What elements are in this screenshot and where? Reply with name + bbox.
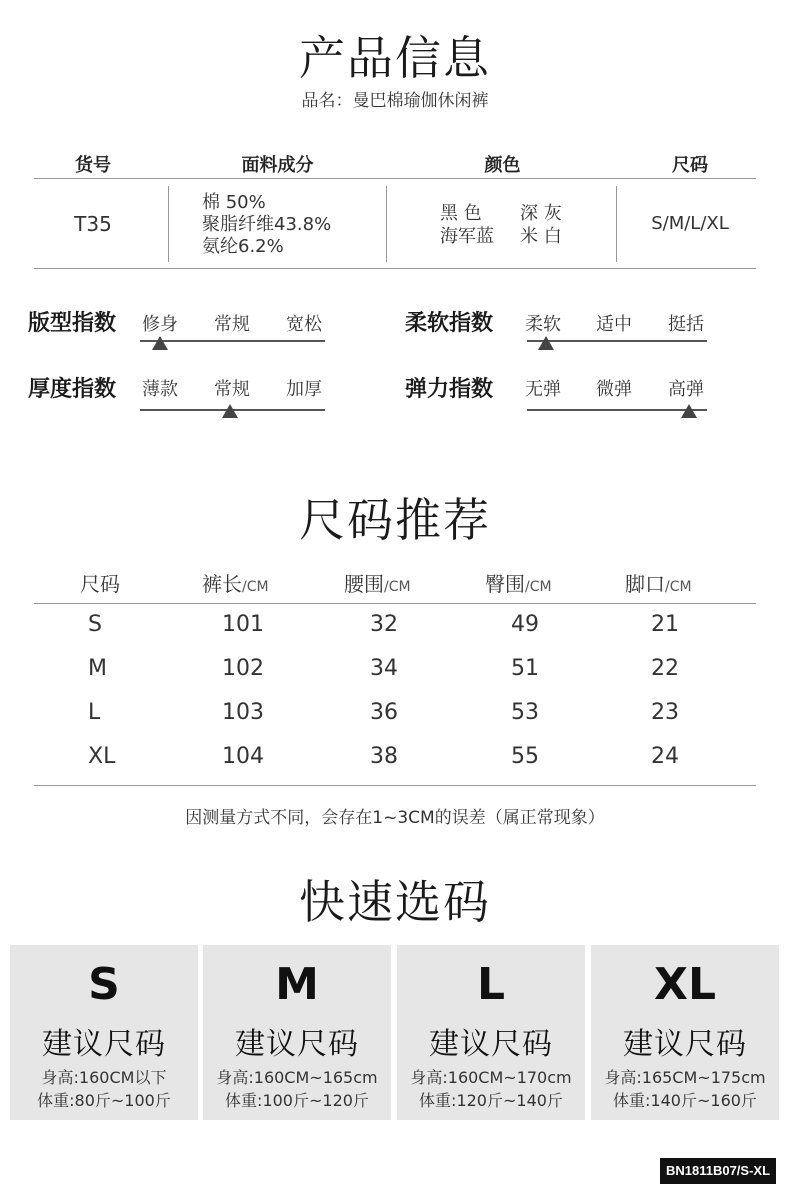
index-option: 适中 xyxy=(596,314,632,335)
card-label: 建议尺码 xyxy=(429,1027,553,1062)
size-recommend-title: 尺码推荐 xyxy=(299,493,491,547)
measurement-note: 因测量方式不同，会存在1~3CM的误差（属正常现象） xyxy=(185,808,605,828)
card-weight: 体重:80斤~100斤 xyxy=(37,1091,171,1110)
card-size: S xyxy=(88,959,120,1010)
table-cell: 23 xyxy=(651,700,679,725)
table-cell: 22 xyxy=(651,656,679,681)
color-value: 深 灰 xyxy=(520,203,562,224)
info-bottom-rule xyxy=(34,268,756,269)
index-marker xyxy=(222,404,238,418)
index-option: 挺括 xyxy=(668,314,704,335)
table-cell: 34 xyxy=(370,656,398,681)
card-size: XL xyxy=(654,959,716,1010)
index-option: 微弹 xyxy=(596,379,632,400)
index-option: 宽松 xyxy=(286,314,322,335)
table-cell: 102 xyxy=(222,656,264,681)
info-top-rule xyxy=(34,178,756,179)
card-height: 身高:165CM~175cm xyxy=(604,1068,766,1087)
size-card-s xyxy=(10,945,198,1120)
table-cell: 104 xyxy=(222,744,264,769)
card-height: 身高:160CM~165cm xyxy=(216,1068,378,1087)
index-label: 弹力指数 xyxy=(405,377,494,402)
info-divider xyxy=(616,186,617,262)
index-scale-line xyxy=(527,409,707,411)
card-size: M xyxy=(275,959,319,1010)
index-marker xyxy=(681,404,697,418)
product-name: 品名：曼巴棉瑜伽休闲裤 xyxy=(301,91,489,111)
table-cell: 51 xyxy=(511,656,539,681)
card-label: 建议尺码 xyxy=(235,1027,359,1062)
index-option: 无弹 xyxy=(525,379,561,400)
header-fabric: 面料成分 xyxy=(241,155,314,176)
table-cell: 53 xyxy=(511,700,539,725)
card-size: L xyxy=(476,959,506,1010)
color-value: 黑 色 xyxy=(440,203,482,224)
product-code-tag: BN1811B07/S-XL xyxy=(660,1158,776,1184)
size-card-xl xyxy=(591,945,779,1120)
table-cell: XL xyxy=(88,744,116,769)
table-cell: 101 xyxy=(222,612,264,637)
index-option: 修身 xyxy=(142,314,178,335)
index-marker xyxy=(538,336,554,350)
quick-select-title: 快速选码 xyxy=(299,875,491,929)
fabric-line: 棉 50% xyxy=(202,192,266,213)
size-col-header: 腰围/CM xyxy=(344,572,411,596)
index-option: 常规 xyxy=(214,314,250,335)
card-label: 建议尺码 xyxy=(623,1027,747,1062)
table-cell: 55 xyxy=(511,744,539,769)
size-table-top-rule xyxy=(34,603,756,604)
info-divider xyxy=(386,186,387,262)
index-option: 常规 xyxy=(214,379,250,400)
index-option: 高弹 xyxy=(668,379,704,400)
table-cell: L xyxy=(88,700,101,725)
header-color: 颜色 xyxy=(484,155,521,176)
product-info-title: 产品信息 xyxy=(299,31,491,85)
card-height: 身高:160CM~170cm xyxy=(410,1068,572,1087)
table-cell: 24 xyxy=(651,744,679,769)
card-weight: 体重:100斤~120斤 xyxy=(225,1091,369,1110)
fabric-line: 氨纶6.2% xyxy=(202,236,284,257)
size-col-header: 尺码 xyxy=(80,572,120,596)
color-value: 米 白 xyxy=(520,226,562,247)
header-size: 尺码 xyxy=(672,155,708,176)
color-value: 海军蓝 xyxy=(440,226,494,247)
index-scale-line xyxy=(527,340,707,342)
table-cell: 32 xyxy=(370,612,398,637)
card-weight: 体重:120斤~140斤 xyxy=(419,1091,563,1110)
table-cell: S xyxy=(88,612,102,637)
table-cell: M xyxy=(88,656,107,681)
table-cell: 103 xyxy=(222,700,264,725)
size-col-header: 臀围/CM xyxy=(485,572,552,596)
table-cell: 21 xyxy=(651,612,679,637)
size-card-m xyxy=(203,945,391,1120)
index-marker xyxy=(152,336,168,350)
index-option: 柔软 xyxy=(525,314,561,335)
sizes-value: S/M/L/XL xyxy=(651,213,729,234)
card-label: 建议尺码 xyxy=(42,1027,166,1062)
item-no-value: T35 xyxy=(74,212,112,236)
size-col-header: 脚口/CM xyxy=(625,572,692,596)
index-option: 薄款 xyxy=(142,379,178,400)
size-col-header: 裤长/CM xyxy=(202,572,269,596)
index-label: 柔软指数 xyxy=(405,311,494,336)
table-cell: 36 xyxy=(370,700,398,725)
card-height: 身高:160CM以下 xyxy=(41,1068,167,1087)
table-cell: 38 xyxy=(370,744,398,769)
header-item-no: 货号 xyxy=(75,155,111,176)
info-divider xyxy=(168,186,169,262)
size-table-bottom-rule xyxy=(34,785,756,786)
index-option: 加厚 xyxy=(286,379,322,400)
card-weight: 体重:140斤~160斤 xyxy=(613,1091,757,1110)
index-label: 版型指数 xyxy=(28,311,117,336)
fabric-line: 聚脂纤维43.8% xyxy=(202,214,332,235)
index-label: 厚度指数 xyxy=(28,377,117,402)
table-cell: 49 xyxy=(511,612,539,637)
size-card-l xyxy=(397,945,585,1120)
